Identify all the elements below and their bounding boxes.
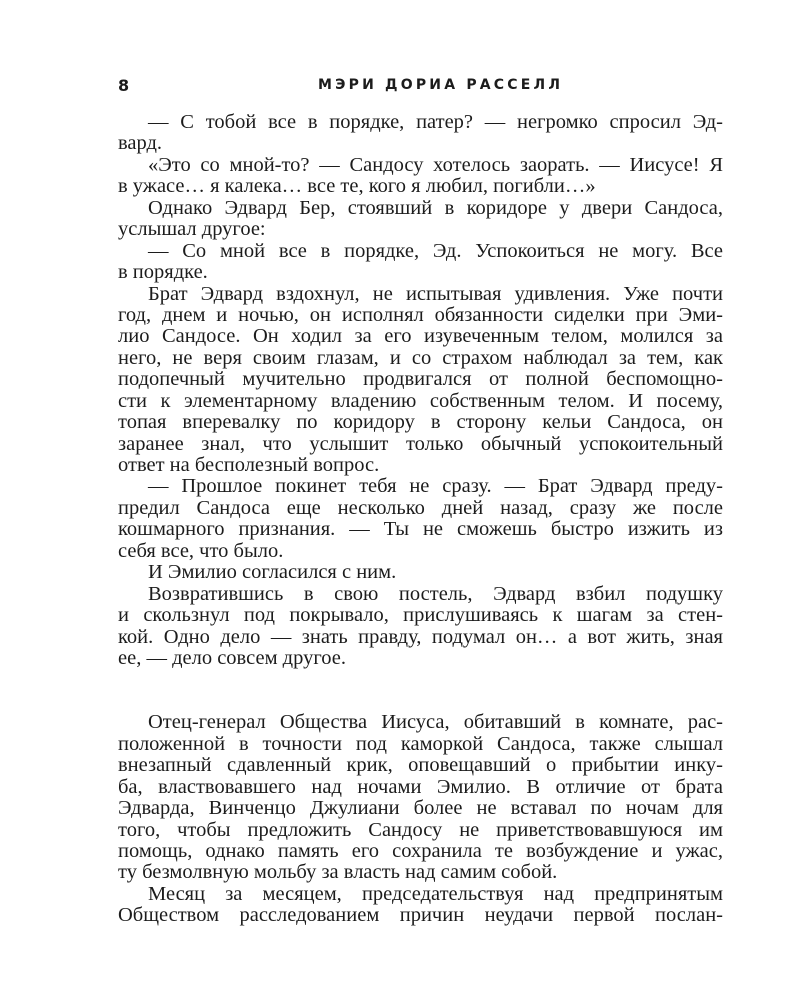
text-line: Однако Эдвард Бер, стоявший в коридоре у двери Сандоса, bbox=[148, 196, 723, 219]
text-line: в ужасе… я калека… все те, кого я любил, погибли…» bbox=[118, 175, 596, 198]
text-line: — С тобой все в порядке, патер? — негромко спросил Эд- bbox=[148, 111, 723, 133]
text-line: И Эмилио согласился с ним. bbox=[148, 561, 397, 584]
text-line: кошмарного признания. — Ты не сможешь быстро изжить из bbox=[118, 518, 723, 541]
text-line: «Это со мной-то? — Сандосу хотелось заорать. — Иисусе! Я bbox=[148, 153, 723, 176]
text-line: год, днем и ночью, он исполнял обязанности сиделки при Эми- bbox=[118, 303, 723, 326]
text-line: кой. Одно дело — знать правду, подумал он… а вот жить, зная bbox=[118, 625, 723, 648]
text-line: топая вперевалку по коридору в сторону кельи Сандоса, он bbox=[118, 411, 723, 434]
text-line: — Прошлое покинет тебя не сразу. — Брат Эдвард преду- bbox=[148, 475, 723, 498]
text-line: — Со мной все в порядке, Эд. Успокоиться не могу. Все bbox=[148, 239, 723, 262]
text-line: подопечный мучительно продвигался от полной беспомощно- bbox=[118, 368, 723, 391]
text-line: ее, — дело совсем другое. bbox=[118, 646, 346, 669]
text-line: того, чтобы предложить Сандосу не приветствовавшуюся им bbox=[118, 818, 723, 841]
text-line: заранее знал, что услышит только обычный успокоительный bbox=[118, 432, 723, 455]
body-text bbox=[118, 112, 723, 927]
running-head-author: МЭРИ ДОРИА РАССЕЛЛ bbox=[318, 77, 564, 93]
text-line: ту безмолвную мольбу за власть над самим собой. bbox=[118, 861, 558, 884]
text-line: в порядке. bbox=[118, 261, 208, 284]
section-break bbox=[118, 669, 723, 712]
text-line: помощь, однако память его сохранила те возбуждение и ужас, bbox=[118, 840, 723, 862]
text-line: Эдварда, Винченцо Джулиани более не вставал по ночам для bbox=[118, 797, 723, 820]
text-line: положенной в точности под каморкой Сандоса, также слышал bbox=[118, 732, 723, 755]
text-line: предил Сандоса еще несколько дней назад, сразу же после bbox=[118, 496, 723, 519]
text-line: него, не веря своим глазам, и со страхом наблюдал за тем, как bbox=[118, 346, 723, 369]
text-line: Отец-генерал Общества Иисуса, обитавший в комнате, рас- bbox=[148, 711, 723, 734]
text-line: внезапный сдавленный крик, оповещавший о прибытии инку- bbox=[118, 754, 723, 777]
page-number: 8 bbox=[118, 76, 130, 95]
text-line: сти к элементарному владению собственным телом. И посему, bbox=[118, 389, 723, 412]
text-line: и скользнул под покрывало, прислушиваясь к шагам за стен- bbox=[118, 604, 723, 627]
text-line: Обществом расследованием причин неудачи первой послан- bbox=[118, 904, 723, 927]
text-line: ответ на бесполезный вопрос. bbox=[118, 454, 380, 476]
text-line: лио Сандосе. Он ходил за его изувеченным телом, молился за bbox=[118, 325, 723, 348]
text-line: Месяц за месяцем, председательствуя над предпринятым bbox=[148, 882, 723, 905]
text-line: Возвратившись в свою постель, Эдвард взбил подушку bbox=[148, 582, 723, 605]
text-line: вард. bbox=[118, 132, 163, 155]
text-line: Брат Эдвард вздохнул, не испытывая удивления. Уже почти bbox=[148, 282, 723, 305]
text-line: услышал другое: bbox=[118, 218, 266, 241]
text-line: ба, властвовавшего над ночами Эмилио. В отличие от брата bbox=[118, 775, 723, 798]
text-line: себя все, что было. bbox=[118, 539, 284, 562]
